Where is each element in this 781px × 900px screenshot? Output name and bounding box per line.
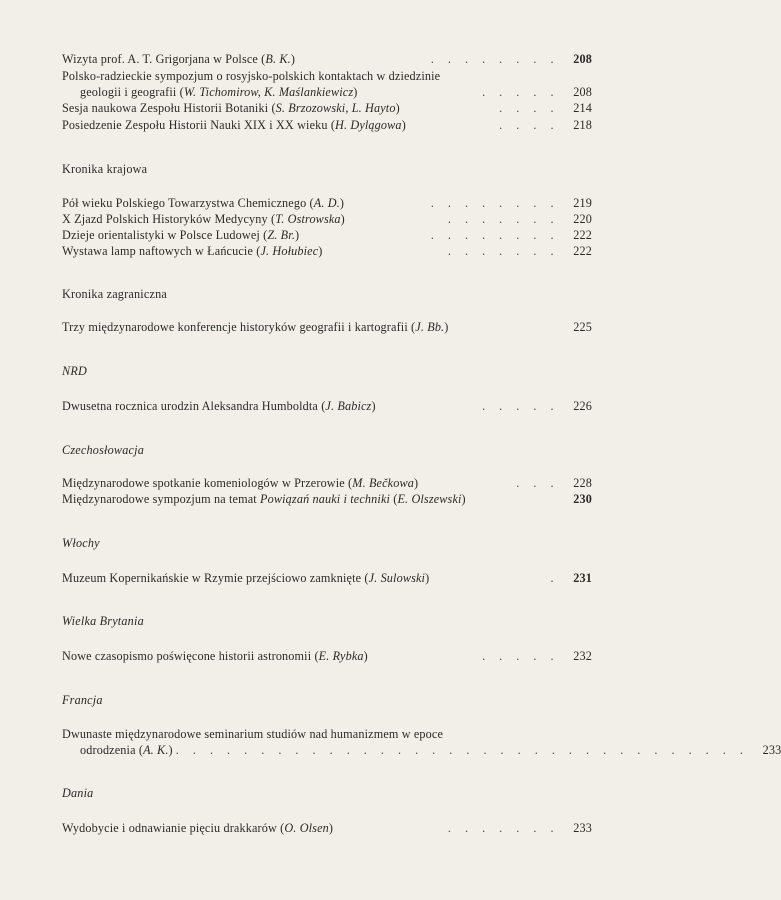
toc-entry: Polsko-radzieckie sympozjum o rosyjsko-polskich kontaktach w dziedzinie geologii i geografii (W. Tichomirow, K. Maślankiewicz) . . . . . 208: [62, 69, 592, 99]
page-number: 226: [573, 399, 592, 413]
toc-entry: Pół wieku Polskiego Towarzystwa Chemicznego (A. D.) . . . . . . . . 219: [62, 196, 592, 210]
entry-author: E. Olszewski: [397, 492, 462, 506]
entry-title: Wydobycie i odnawianie pięciu drakkarów: [62, 821, 277, 835]
page-number: 222: [573, 244, 592, 258]
entry-author: S. Brzozowski, L. Hayto: [275, 101, 396, 115]
entry-title: Dzieje orientalistyki w Polsce Ludowej: [62, 228, 260, 242]
entry-author: A. K.: [143, 742, 169, 757]
entry-author: A. D.: [313, 196, 340, 210]
toc-entry: Dwusetna rocznica urodzin Aleksandra Humboldta (J. Babicz) . . . . . 226: [62, 399, 592, 413]
dot-leader: . . . . .: [482, 84, 559, 99]
entry-title: Dwusetna rocznica urodzin Aleksandra Humboldta: [62, 399, 318, 413]
entry-title: Wizyta prof. A. T. Grigorjana w Polsce: [62, 52, 258, 66]
page-number: 233: [762, 742, 781, 757]
toc-entry: Sesja naukowa Zespołu Historii Botaniki (S. Brzozowski, L. Hayto) . . . . 214: [62, 101, 592, 115]
toc-entry: Dwunaste międzynarodowe seminarium studiów nad humanizmem w epoce odrodzenia (A. K.) . . . . . . . . . . . . . . . . . . . . . . . . . . . . . . . . . . 233: [62, 727, 781, 757]
toc-entry: X Zjazd Polskich Historyków Medycyny (T. Ostrowska) . . . . . . . 220: [62, 212, 592, 226]
section-heading-francja: Francja: [62, 693, 103, 707]
toc-entry: Wydobycie i odnawianie pięciu drakkarów (O. Olsen) . . . . . . . 233: [62, 821, 592, 835]
entry-title: Posiedzenie Zespołu Historii Nauki XIX i XX wieku: [62, 118, 328, 132]
dot-leader: . . .: [516, 476, 559, 490]
toc-entry: Wystawa lamp naftowych w Łańcucie (J. Hołubiec) . . . . . . . 222: [62, 244, 592, 258]
dot-leader: . . . . . . . .: [430, 196, 559, 210]
entry-title: Nowe czasopismo poświęcone historii astronomii: [62, 649, 312, 663]
entry-title: X Zjazd Polskich Historyków Medycyny: [62, 212, 268, 226]
section-heading-nrd: NRD: [62, 364, 87, 378]
toc-entry: Muzeum Kopernikańskie w Rzymie przejściowo zamknięte (J. Sulowski) . 231: [62, 571, 592, 585]
page-number: 233: [573, 821, 592, 835]
page-number: 214: [573, 101, 592, 115]
section-heading-wielka-brytania: Wielka Brytania: [62, 614, 144, 628]
page-number: 222: [573, 228, 592, 242]
dot-leader: . . . . . . . .: [430, 228, 559, 242]
section-heading-kronika-zagraniczna: Kronika zagraniczna: [62, 287, 167, 301]
dot-leader: .: [550, 571, 559, 585]
dot-leader: . . . . . . .: [447, 821, 559, 835]
entry-title: Międzynarodowe sympozjum na temat: [62, 492, 261, 506]
entry-title: Wystawa lamp naftowych w Łańcucie: [62, 244, 254, 258]
page-number: 218: [573, 118, 592, 132]
section-heading-dania: Dania: [62, 786, 94, 800]
section-heading-wlochy: Włochy: [62, 536, 100, 550]
entry-author: E. Rybka: [318, 649, 364, 663]
entry-title: Trzy międzynarodowe konferencje historyków geografii i kartografii: [62, 320, 408, 334]
entry-title-continued: odrodzenia: [80, 742, 136, 757]
entry-title: Muzeum Kopernikańskie w Rzymie przejściowo zamknięte: [62, 571, 362, 585]
toc-entry: Międzynarodowe sympozjum na temat Powiązań nauki i techniki (E. Olszewski) 230: [62, 492, 592, 506]
entry-author: J. Bb.: [415, 320, 445, 334]
section-heading-czechoslowacja: Czechosłowacja: [62, 443, 145, 457]
entry-author: J. Babicz: [325, 399, 372, 413]
entry-author: Z. Br.: [267, 228, 296, 242]
entry-author: J. Sulowski: [368, 571, 426, 585]
entry-title-continued: geologii i geografii: [80, 84, 177, 99]
dot-leader: . . . . . . .: [447, 244, 559, 258]
section-heading-kronika-krajowa: Kronika krajowa: [62, 162, 148, 176]
entry-author: O. Olsen: [284, 821, 329, 835]
toc-entry: Trzy międzynarodowe konferencje historyków geografii i kartografii (J. Bb.) 225: [62, 320, 592, 334]
entry-author: T. Ostrowska: [275, 212, 341, 226]
dot-leader: . . . . . . .: [447, 212, 559, 226]
toc-entry: Posiedzenie Zespołu Historii Nauki XIX i XX wieku (H. Dylągowa) . . . . 218: [62, 118, 592, 132]
page-number: 219: [573, 196, 592, 210]
entry-title-italic: Powiązań nauki i techniki: [260, 492, 391, 506]
page-number: 208: [573, 52, 592, 66]
page-number: 231: [573, 571, 592, 585]
dot-leader: . . . . .: [482, 649, 559, 663]
page-number: 232: [573, 649, 592, 663]
dot-leader: . . . . .: [482, 399, 559, 413]
entry-title: Sesja naukowa Zespołu Historii Botaniki: [62, 101, 269, 115]
entry-author: J. Hołubiec: [260, 244, 319, 258]
toc-entry: Dzieje orientalistyki w Polsce Ludowej (Z. Br.) . . . . . . . . 222: [62, 228, 592, 242]
entry-author: M. Bečkowa: [352, 476, 415, 490]
page-number: 208: [573, 84, 592, 99]
entry-author: B. K.: [265, 52, 291, 66]
dot-leader: . . . . . . . . . . . . . . . . . . . . . . . . . . . . . . . . . .: [175, 742, 749, 757]
toc-entry: Wizyta prof. A. T. Grigorjana w Polsce (B. K.) . . . . . . . . 208: [62, 52, 592, 66]
entry-author: H. Dylągowa: [335, 118, 402, 132]
entry-author: W. Tichomirow, K. Maślankiewicz: [183, 84, 354, 99]
dot-leader: . . . . . . . .: [430, 52, 559, 66]
entry-title: Międzynarodowe spotkanie komeniologów w Przerowie: [62, 476, 345, 490]
toc-entry: Nowe czasopismo poświęcone historii astronomii (E. Rybka) . . . . . 232: [62, 649, 592, 663]
entry-title: Dwunaste międzynarodowe seminarium studiów nad humanizmem w epoce: [62, 727, 444, 741]
dot-leader: . . . .: [499, 118, 559, 132]
dot-leader: . . . .: [499, 101, 559, 115]
page-number: 228: [573, 476, 592, 490]
page-number: 230: [573, 492, 592, 506]
page-number: 220: [573, 212, 592, 226]
toc-entry: Międzynarodowe spotkanie komeniologów w Przerowie (M. Bečkowa) . . . 228: [62, 476, 592, 490]
page-number: 225: [573, 320, 592, 334]
entry-title: Pół wieku Polskiego Towarzystwa Chemicznego: [62, 196, 307, 210]
entry-title: Polsko-radzieckie sympozjum o rosyjsko-polskich kontaktach w dziedzinie: [62, 69, 441, 83]
